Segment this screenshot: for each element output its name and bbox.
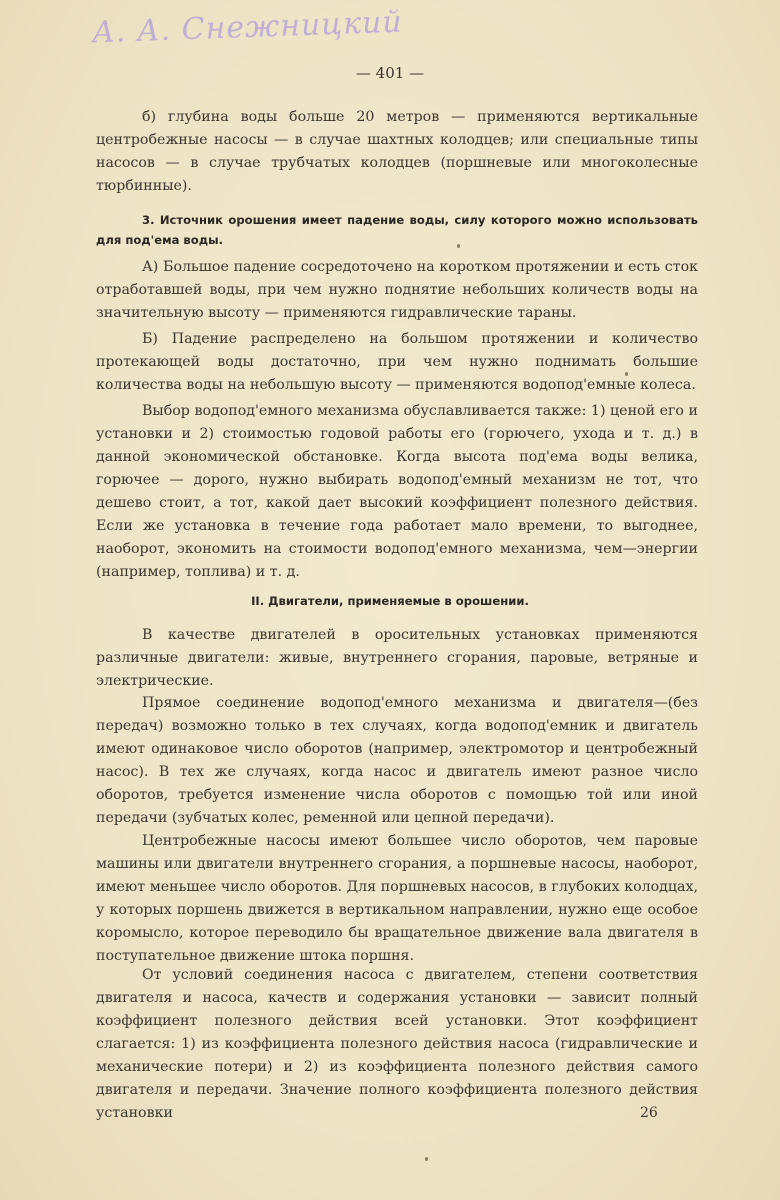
paragraph-text: А) Большое падение сосредоточено на коротком протяжении и есть сток отработавшей воды, при чем нужно поднятие небольших количеств воды на значительную высоту — применяются гидравлические тараны. (96, 259, 698, 321)
paragraph-efficiency (96, 964, 698, 1125)
paragraph-direct-connection (96, 692, 698, 830)
paper-speck (457, 244, 460, 248)
paragraph-text: Центробежные насосы имеют большее число оборотов, чем паровые машины или двигатели внутреннего сгорания, а поршневые насосы, наоборот, имеют меньшее число оборотов. Для поршневых насосов, в глубоких колодцах, у которых поршень движется в вертикальном направлении, нужно еще особое коромысло, которое переводило бы вращательное движение вала двигателя в поступательное движение штока поршня. (96, 833, 698, 964)
paragraph-a-large-drop (96, 256, 698, 325)
paragraph-choice-of-mechanism (96, 400, 698, 584)
paragraph-text: Выбор водопод'емного механизма обуславливается также: 1) ценой его и установки и 2) стоимостью годовой работы его (горючего, ухода и т. д.) в данной экономической обстановке. Когда высота под'ема воды велика, горючее — дорого, нужно выбирать водопод'емный механизм не тот, что дешево стоит, а тот, какой дает высокий коэффициент полезного действия. Если же установка в течение года работает мало времени, то выгоднее, наоборот, экономить на стоимости водопод'емного механизма, чем—энергии (например, топлива) и т. д. (96, 403, 698, 580)
paragraph-text: Б) Падение распределено на большом протяжении и количество протекающей воды достаточно, при чем нужно поднимать большие количества воды на небольшую высоту — применяются водопод'емные колеса. (96, 331, 698, 393)
section-heading-3: 3. Источник орошения имеет падение воды, силу которого можно использовать для под'ема воды. (96, 213, 698, 247)
section-heading-engines: II. Двигатели, применяемые в орошении. (251, 594, 529, 608)
paragraph-engine-types (96, 624, 698, 693)
paper-speck (625, 372, 628, 376)
paragraph-text: Прямое соединение водопод'емного механизма и двигателя—(без передач) возможно только в тех случаях, когда водопод'емник и двигатель имеют одинаковое число оборотов (например, электромотор и центробежный насос). В тех же случаях, когда насос и двигатель имеют разное число оборотов, требуется изменение числа оборотов с помощью той или иной передачи (зубчатых колес, ременной или цепной передачи). (96, 695, 698, 826)
paragraph-text: б) глубина воды больше 20 метров — применяются вертикальные центробежные насосы — в случае шахтных колодцев; или специальные типы насосов — в случае трубчатых колодцев (поршневые или многоколесные тюрбинные). (96, 109, 698, 194)
paragraph-centrifugal-pumps (96, 830, 698, 968)
page-number-top: — 401 — (355, 64, 425, 82)
paragraph-b-distributed-drop (96, 328, 698, 397)
paper-speck (425, 1157, 428, 1161)
owner-signature-stamp: А. А. Снежницкий (91, 4, 404, 51)
paragraph-text: В качестве двигателей в оросительных установках применяются различные двигатели: живые, внутреннего сгорания, паровые, ветряные и электрические. (96, 627, 698, 689)
page-number-bottom: 26 (640, 1105, 658, 1121)
paragraph-text: От условий соединения насоса с двигателем, степени соответствия двигателя и насоса, качеств и содержания установки — зависит полный коэффициент полезного действия всей установки. Этот коэффициент слагается: 1) из коэффициента полезного действия насоса (гидравлические и механические потери) и 2) из коэффициента полезного действия самого двигателя и передачи. Значение полного коэффициента полезного действия установки (96, 967, 698, 1121)
paragraph-b-depth (96, 106, 698, 198)
